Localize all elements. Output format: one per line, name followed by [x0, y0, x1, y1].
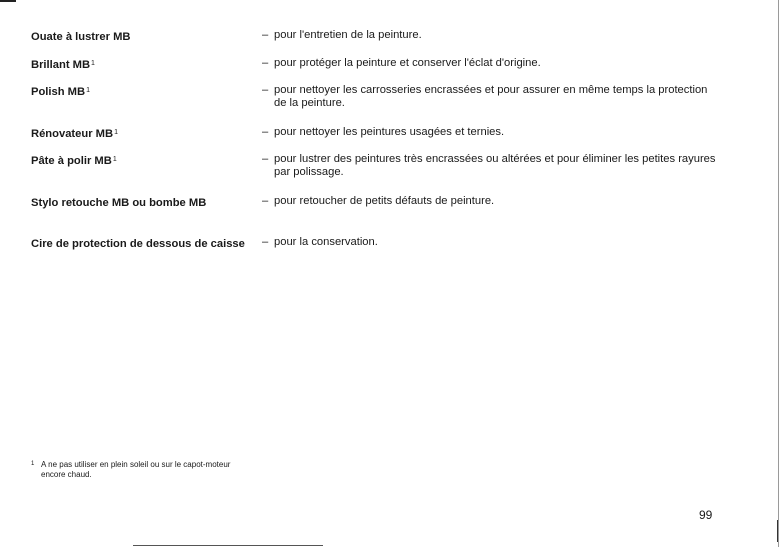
- dash: –: [262, 153, 269, 165]
- use-text: pour la conservation.: [274, 236, 378, 248]
- use-text: pour l'entretien de la peinture.: [274, 29, 422, 41]
- use-text: pour lustrer des peintures très encrassées ou altérées et pour éliminer les petites rayures par polissage.: [274, 153, 716, 178]
- footnote: [31, 460, 251, 480]
- use-text: pour nettoyer les peintures usagées et ternies.: [274, 126, 505, 138]
- product-use: [262, 57, 722, 70]
- dash: –: [262, 126, 269, 138]
- use-text: pour protéger la peinture et conserver l'éclat d'origine.: [274, 57, 541, 69]
- dash: –: [262, 236, 269, 248]
- product-use: [262, 153, 722, 179]
- product-name: Cire de protection de dessous de caisse: [31, 238, 245, 250]
- product-name: Stylo retouche MB ou bombe MB: [31, 197, 207, 209]
- product-name: Pâte à polir $MB^1$: [31, 155, 117, 167]
- product-name: Brillant $MB^1$: [31, 59, 95, 71]
- product-use: [262, 126, 722, 139]
- dash: –: [262, 29, 269, 41]
- product-use: [262, 29, 722, 42]
- footnote-ref: 1: [91, 60, 95, 67]
- dash: –: [262, 84, 269, 96]
- scan-corner-mark: [0, 0, 16, 2]
- page-number: 99: [699, 508, 713, 522]
- use-text: pour retoucher de petits défauts de peinture.: [274, 195, 495, 207]
- scan-bottom-edge: [133, 545, 323, 546]
- dash: –: [262, 57, 269, 69]
- use-text: pour nettoyer les carrosseries encrassées et pour assurer en même temps la protection de la peinture.: [274, 84, 708, 109]
- footnote-ref: 1: [114, 129, 118, 136]
- product-name: Ouate à lustrer MB: [31, 31, 131, 43]
- footnote-mark: 1: [31, 461, 35, 467]
- scan-right-edge-mark: [777, 520, 778, 542]
- footnote-ref: 1: [86, 87, 90, 94]
- product-name: Polish $MB^1$: [31, 86, 90, 98]
- footnote-ref: 1: [112, 156, 117, 163]
- dash: –: [262, 195, 269, 207]
- product-use: [262, 195, 722, 208]
- footnote-text: A ne pas utiliser en plein soleil ou sur le capot-moteur encore chaud.: [41, 460, 231, 479]
- scan-right-edge: [778, 0, 779, 547]
- product-use: [262, 236, 722, 249]
- product-use: [262, 84, 722, 110]
- product-name: Rénovateur $MB^1$: [31, 128, 118, 140]
